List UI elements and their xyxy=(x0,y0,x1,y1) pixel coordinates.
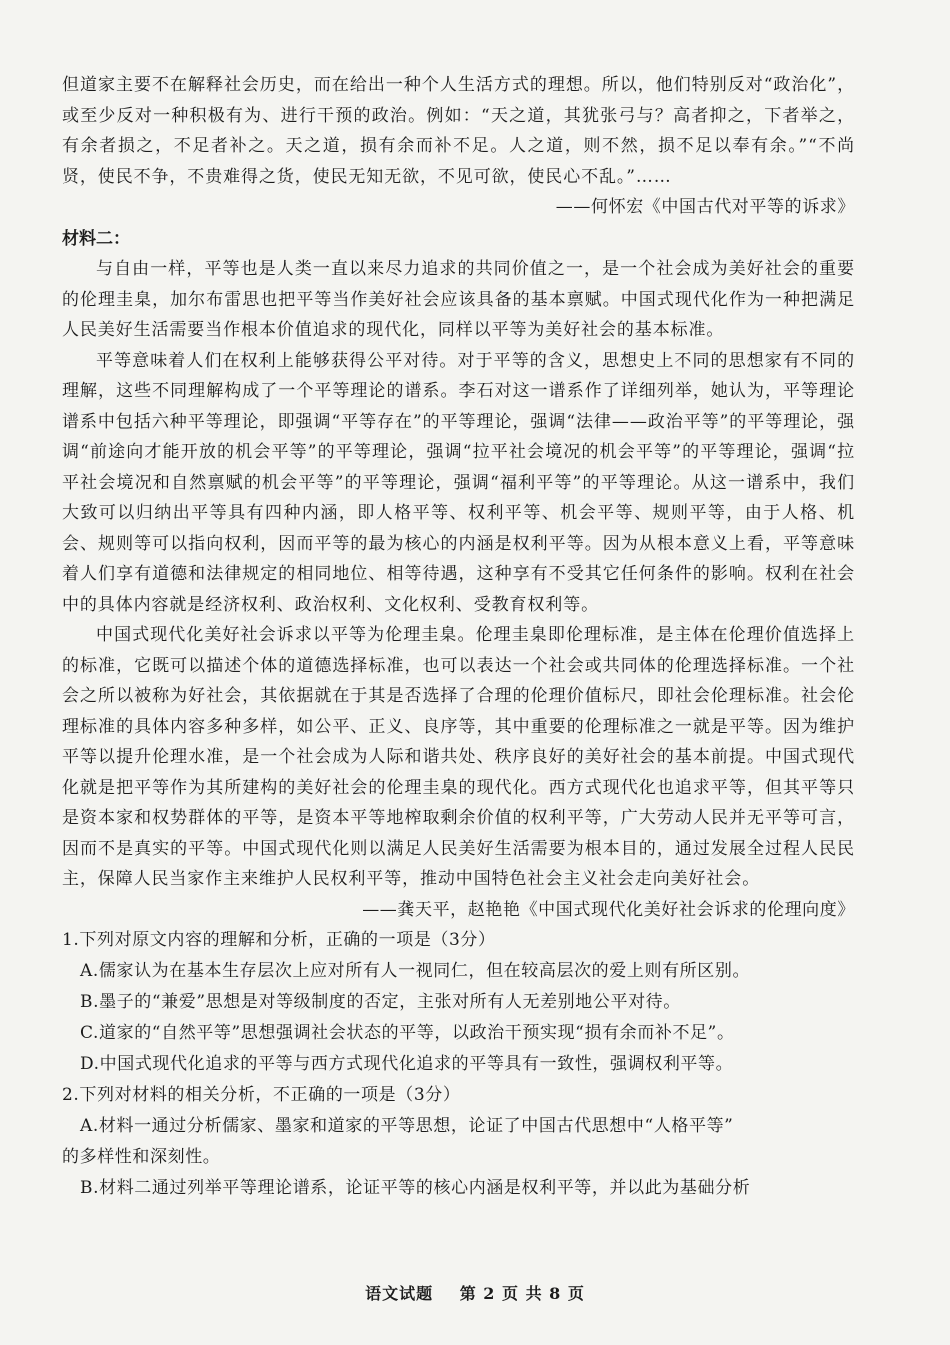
material2-heading: 材料二： xyxy=(62,229,130,249)
footer-subject: 语文试题 xyxy=(365,1284,434,1303)
material2-paragraph-3: 中国式现代化美好社会诉求以平等为伦理圭臬。伦理圭臬即伦理标准，是主体在伦理价值选择上的标准，它既可以描述个体的道德选择标准，也可以表达一个社会或共同体的伦理选择标准。一个社会之所以被称为好社会，其依据就在于其是否选择了合理的伦理价值标尺，即社会伦理标准。社会伦理标准的具体内容多种多样，如公平、正义、良序等，其中重要的伦理标准之一就是平等。因为维护平等以提升伦理水准，是一个社会成为人际和谐共处、秩序良好的美好社会的基本前提。中国式现代化就是把平等作为其所建构的美好社会的伦理圭臬的现代化。西方式现代化也追求平等，但其平等只是资本家和权势群体的平等，是资本平等地榨取剩余价值的权利平等，广大劳动人民并无平等可言，因而不是真实的平等。中国式现代化则以满足人民美好生活需要为根本目的，通过发展全过程人民民主，保障人民当家作主来维护人民权利平等，推动中国特色社会主义社会走向美好社会。 xyxy=(62,625,855,889)
question-1-option-c: C.道家的“自然平等”思想强调社会状态的平等，以政治干预实现“损有余而补不足”。 xyxy=(80,1022,735,1043)
material1-citation: ——何怀宏《中国古代对平等的诉求》 xyxy=(555,197,855,217)
material1-tail-paragraph: 但道家主要不在解释社会历史，而在给出一种个人生活方式的理想。所以，他们特别反对“政治化”，或至少反对一种积极有为、进行干预的政治。例如：“天之道，其犹张弓与？高者抑之，下者举之，有余者损之，不足者补之。天之道，损有余而补不足。人之道，则不然，损不足以奉有余。”“不尚贤，使民不争，不贵难得之货，使民无知无欲，不见可欲，使民心不乱。”…… xyxy=(62,75,855,187)
material2-citation: ——龚天平，赵艳艳《中国式现代化美好社会诉求的伦理向度》 xyxy=(362,899,855,920)
question-1-option-d: D.中国式现代化追求的平等与西方式现代化追求的平等具有一致性，强调权利平等。 xyxy=(80,1053,734,1074)
question-1-stem: 1.下列对原文内容的理解和分析，正确的一项是（3分） xyxy=(62,929,496,950)
question-2-stem: 2.下列对材料的相关分析，不正确的一项是（3分） xyxy=(62,1084,461,1105)
page-footer xyxy=(0,1281,950,1304)
question-2-option-a-continued: 的多样性和深刻性。 xyxy=(62,1146,221,1167)
question-1-option-b: B.墨子的“兼爱”思想是对等级制度的否定，主张对所有人无差别地公平对待。 xyxy=(80,991,681,1012)
material2-paragraph-2: 平等意味着人们在权利上能够获得公平对待。对于平等的含义，思想史上不同的思想家有不同的理解，这些不同理解构成了一个平等理论的谱系。李石对这一谱系作了详细列举，她认为，平等理论谱系中包括六种平等理论，即强调“平等存在”的平等理论，强调“法律——政治平等”的平等理论，强调“前途向才能开放的机会平等”的平等理论，强调“拉平社会境况的机会平等”的平等理论，强调“拉平社会境况和自然禀赋的机会平等”的平等理论，强调“福利平等”的平等理论。从这一谱系中，我们大致可以归纳出平等具有四种内涵，即人格平等、权利平等、机会平等、规则平等，由于人格、机会、规则等可以指向权利，因而平等的最为核心的内涵是权利平等。因为从根本意义上看，平等意味着人们享有道德和法律规定的相同地位、相等待遇，这种享有不受其它任何条件的影响。权利在社会中的具体内容就是经济权利、政治权利、文化权利、受教育权利等。 xyxy=(62,350,855,615)
question-2-option-a: A.材料一通过分析儒家、墨家和道家的平等思想，论证了中国古代思想中“人格平等” xyxy=(80,1115,734,1136)
question-2-option-b: B.材料二通过列举平等理论谱系，论证平等的核心内涵是权利平等，并以此为基础分析 xyxy=(80,1177,751,1198)
material2-paragraph-1: 与自由一样，平等也是人类一直以来尽力追求的共同价值之一，是一个社会成为美好社会的重要的伦理圭臬，加尔布雷思也把平等当作美好社会应该具备的基本禀赋。中国式现代化作为一种把满足人民美好生活需要当作根本价值追求的现代化，同样以平等为美好社会的基本标准。 xyxy=(62,259,855,340)
question-1-option-a: A.儒家认为在基本生存层次上应对所有人一视同仁，但在较高层次的爱上则有所区别。 xyxy=(80,960,751,981)
footer-page-number: 第 2 页 共 8 页 xyxy=(459,1284,585,1303)
